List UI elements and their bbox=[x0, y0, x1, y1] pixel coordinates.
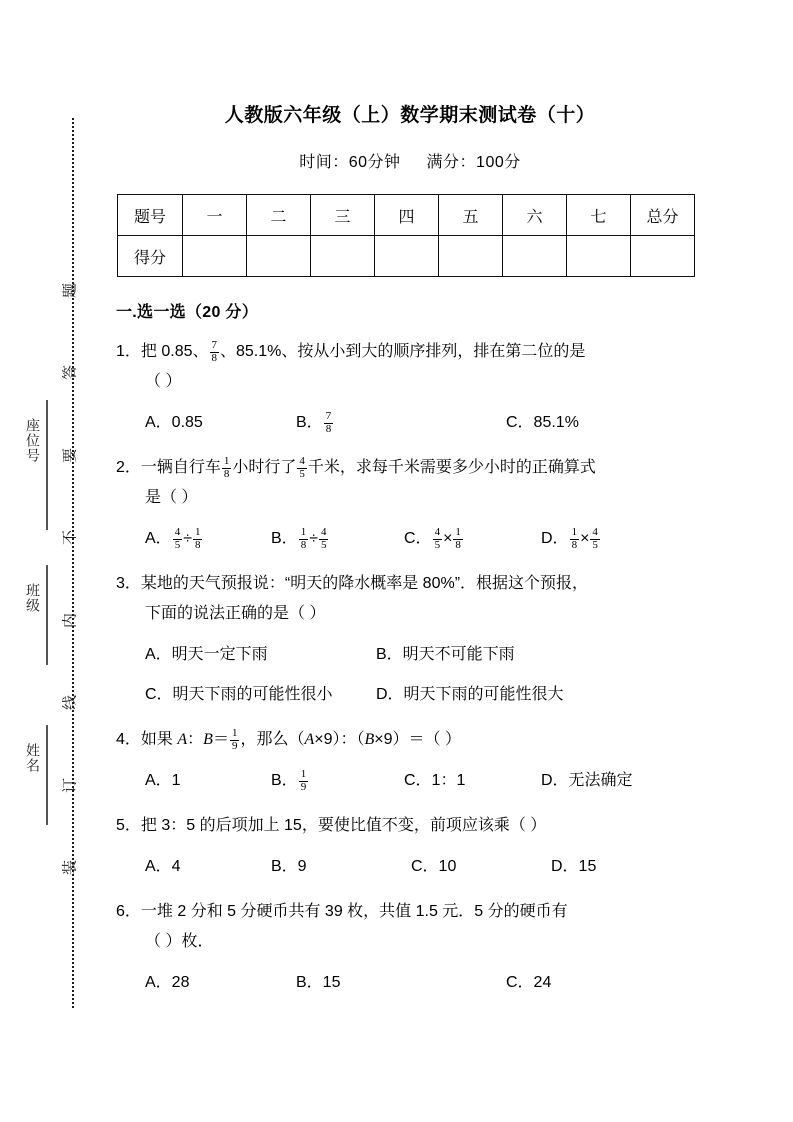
seal-char-8: 装 bbox=[61, 860, 79, 876]
option-5-c[interactable]: C．10 bbox=[411, 858, 457, 875]
option-1-b-prefix: B． bbox=[296, 414, 323, 431]
option-3-b[interactable]: B．明天不可能下雨 bbox=[376, 646, 515, 663]
table-row-question-numbers bbox=[118, 195, 695, 236]
question-4-part-6[interactable]: ×9）＝（ ） bbox=[374, 731, 461, 748]
score-cell-5[interactable] bbox=[439, 236, 503, 277]
option-2-a[interactable] bbox=[145, 524, 203, 554]
score-cell-7[interactable] bbox=[567, 236, 631, 277]
score-cell-total[interactable] bbox=[631, 236, 695, 277]
question-2-options-row bbox=[116, 524, 710, 554]
option-2-b-operator: ÷ bbox=[309, 530, 318, 547]
question-4-line-1 bbox=[116, 725, 710, 755]
option-4-b-prefix: B． bbox=[271, 772, 298, 789]
option-1-a[interactable]: A．0.85 bbox=[145, 414, 203, 431]
column-header-3: 三 bbox=[311, 195, 375, 236]
question-1-line-1 bbox=[116, 337, 710, 367]
score-cell-6[interactable] bbox=[503, 236, 567, 277]
page-title: 人教版六年级（上）数学期末测试卷（十） bbox=[224, 105, 596, 126]
exam-meta bbox=[110, 127, 710, 172]
score-cell-4[interactable] bbox=[375, 236, 439, 277]
fraction-1-8: $\frac{1}{8}$ bbox=[455, 526, 461, 551]
option-6-c[interactable]: C．24 bbox=[506, 974, 552, 991]
question-4-options bbox=[110, 755, 710, 796]
variable-b-2: B bbox=[364, 731, 375, 748]
fraction-4-5: $\frac{4}{5}$ bbox=[320, 526, 327, 551]
fraction-1-8: $\frac{1}{8}$ bbox=[194, 526, 201, 551]
question-4 bbox=[110, 710, 710, 755]
question-2-line-1 bbox=[116, 453, 710, 483]
option-2-d[interactable] bbox=[541, 524, 601, 554]
question-6-line-1: 6．一堆 2 分和 5 分硬币共有 39 枚，共值 1.5 元．5 分的硬币有 bbox=[116, 903, 568, 920]
seal-char-5: 内 bbox=[61, 613, 79, 629]
option-2-c-operator: × bbox=[443, 530, 453, 547]
option-2-a-operator: ÷ bbox=[183, 530, 192, 547]
column-header-6: 六 bbox=[503, 195, 567, 236]
question-4-part-2: ： bbox=[187, 731, 204, 748]
score-cell-1[interactable] bbox=[183, 236, 247, 277]
option-2-b-prefix: B． bbox=[271, 530, 298, 547]
total-score-label: 满分：100分 bbox=[426, 154, 521, 171]
class-label: 班级 bbox=[25, 583, 41, 613]
seat-number-rule bbox=[46, 400, 48, 530]
question-4-part-5: ×9）：（ bbox=[314, 731, 365, 748]
option-2-d-prefix: D． bbox=[541, 530, 569, 547]
fraction-4-5: $\frac{4}{5}$ bbox=[592, 526, 598, 551]
option-4-d[interactable]: D．无法确定 bbox=[541, 772, 633, 789]
score-cell-3[interactable] bbox=[311, 236, 375, 277]
option-3-c[interactable]: C．明天下雨的可能性很小 bbox=[145, 686, 333, 703]
column-header-2: 二 bbox=[247, 195, 311, 236]
fraction-4-5: $\frac{4}{5}$ bbox=[174, 526, 181, 551]
table-row-scores bbox=[118, 236, 695, 277]
question-4-part-3: ＝ bbox=[212, 731, 229, 748]
question-2 bbox=[110, 438, 710, 513]
option-3-d[interactable]: D．明天下雨的可能性很大 bbox=[376, 686, 564, 703]
class-rule bbox=[46, 565, 48, 665]
question-3 bbox=[110, 554, 710, 629]
name-rule bbox=[46, 725, 48, 825]
score-table bbox=[117, 194, 695, 277]
option-5-d[interactable]: D．15 bbox=[551, 858, 597, 875]
seal-binding-strip bbox=[0, 0, 110, 1122]
fraction-1-8: $\frac{1}{8}$ bbox=[223, 455, 230, 480]
question-1-options-row bbox=[116, 408, 710, 438]
seat-number-label: 座位号 bbox=[25, 418, 41, 463]
question-2-part-3: 千米，求每千米需要多少小时的正确算式 bbox=[307, 459, 596, 476]
question-6-options-row bbox=[116, 968, 710, 998]
fraction-7-8: $\frac{7}{8}$ bbox=[211, 339, 217, 364]
row-label-question-number: 题号 bbox=[118, 195, 183, 236]
section-heading-1: 一.选一选（20 分） bbox=[116, 304, 258, 321]
variable-a-2: A bbox=[304, 731, 315, 748]
question-4-part-1: 4．如果 bbox=[116, 731, 178, 748]
question-5-options-row bbox=[116, 852, 710, 882]
option-4-a[interactable]: A．1 bbox=[145, 772, 181, 789]
seal-char-6: 线 bbox=[61, 695, 79, 711]
fraction-4-5: $\frac{4}{5}$ bbox=[299, 455, 305, 480]
variable-b: B bbox=[203, 731, 213, 748]
option-2-c[interactable] bbox=[404, 524, 464, 554]
option-2-b[interactable] bbox=[271, 524, 329, 554]
fraction-1-9: $\frac{1}{9}$ bbox=[300, 768, 307, 793]
fraction-1-8: $\frac{1}{8}$ bbox=[571, 526, 578, 551]
question-1-options bbox=[110, 397, 710, 438]
fraction-1-8: $\frac{1}{8}$ bbox=[300, 526, 307, 551]
column-header-5: 五 bbox=[439, 195, 503, 236]
fraction-4-5: $\frac{4}{5}$ bbox=[434, 526, 441, 551]
question-1 bbox=[110, 322, 710, 397]
option-1-b[interactable] bbox=[296, 408, 334, 438]
question-3-options-row-1 bbox=[116, 640, 710, 670]
option-6-a[interactable]: A．28 bbox=[145, 974, 190, 991]
name-label: 姓名 bbox=[25, 743, 41, 773]
question-5-line-1[interactable]: 5．把 3：5 的后项加上 15，要使比值不变，前项应该乘（ ） bbox=[116, 817, 547, 834]
column-header-total: 总分 bbox=[631, 195, 695, 236]
score-table-wrapper bbox=[110, 172, 710, 277]
variable-a: A bbox=[177, 731, 188, 748]
question-1-text-after: 、85.1%、按从小到大的顺序排列，排在第二位的是 bbox=[220, 343, 586, 360]
question-2-options bbox=[110, 513, 710, 554]
seal-char-2: 答 bbox=[61, 365, 79, 381]
option-4-c[interactable]: C．1：1 bbox=[404, 772, 466, 789]
question-3-line-1: 3．某地的天气预报说：“明天的降水概率是 80%”．根据这个预报， bbox=[116, 575, 589, 592]
option-1-c[interactable]: C．85.1% bbox=[506, 414, 579, 431]
question-3-options-row-2 bbox=[116, 680, 710, 710]
seal-char-7: 订 bbox=[61, 778, 79, 794]
question-6-options bbox=[110, 957, 710, 998]
option-2-a-prefix: A． bbox=[145, 530, 172, 547]
option-2-d-operator: × bbox=[580, 530, 590, 547]
option-5-a[interactable]: A．4 bbox=[145, 858, 181, 875]
seal-char-3: 要 bbox=[61, 448, 79, 464]
question-3-line-2[interactable]: 下面的说法正确的是（ ） bbox=[145, 605, 326, 622]
question-3-options bbox=[110, 629, 710, 710]
option-6-b[interactable]: B．15 bbox=[296, 974, 341, 991]
option-3-a[interactable]: A．明天一定下雨 bbox=[145, 646, 268, 663]
question-5-options bbox=[110, 841, 710, 882]
fraction-1-9: $\frac{1}{9}$ bbox=[231, 727, 238, 752]
question-4-options-row bbox=[116, 766, 710, 796]
question-2-answer-blank[interactable]: 是（ ） bbox=[145, 489, 198, 506]
exam-page bbox=[110, 0, 710, 998]
question-2-part-1: 2．一辆自行车 bbox=[116, 459, 221, 476]
seal-char-4: 不 bbox=[61, 530, 79, 546]
question-2-part-2: 小时行了 bbox=[232, 459, 297, 476]
score-cell-2[interactable] bbox=[247, 236, 311, 277]
column-header-4: 四 bbox=[375, 195, 439, 236]
question-4-part-4: ，那么（ bbox=[240, 731, 305, 748]
option-2-c-prefix: C． bbox=[404, 530, 432, 547]
question-1-text-before: 1．把 0.85、 bbox=[116, 343, 209, 360]
seal-char-1: 题 bbox=[61, 283, 79, 299]
column-header-7: 七 bbox=[567, 195, 631, 236]
question-1-answer-blank[interactable]: （ ） bbox=[145, 373, 182, 390]
column-header-1: 一 bbox=[183, 195, 247, 236]
time-label: 时间：60分钟 bbox=[299, 154, 401, 171]
question-6 bbox=[110, 882, 710, 957]
seal-vertical-text bbox=[58, 118, 82, 1008]
row-label-score: 得分 bbox=[118, 236, 183, 277]
option-4-b[interactable] bbox=[271, 766, 309, 796]
option-5-b[interactable]: B．9 bbox=[271, 858, 307, 875]
fraction-7-8: $\frac{7}{8}$ bbox=[325, 410, 332, 435]
question-5 bbox=[110, 796, 710, 841]
question-6-line-2[interactable]: （ ）枚． bbox=[145, 933, 214, 950]
